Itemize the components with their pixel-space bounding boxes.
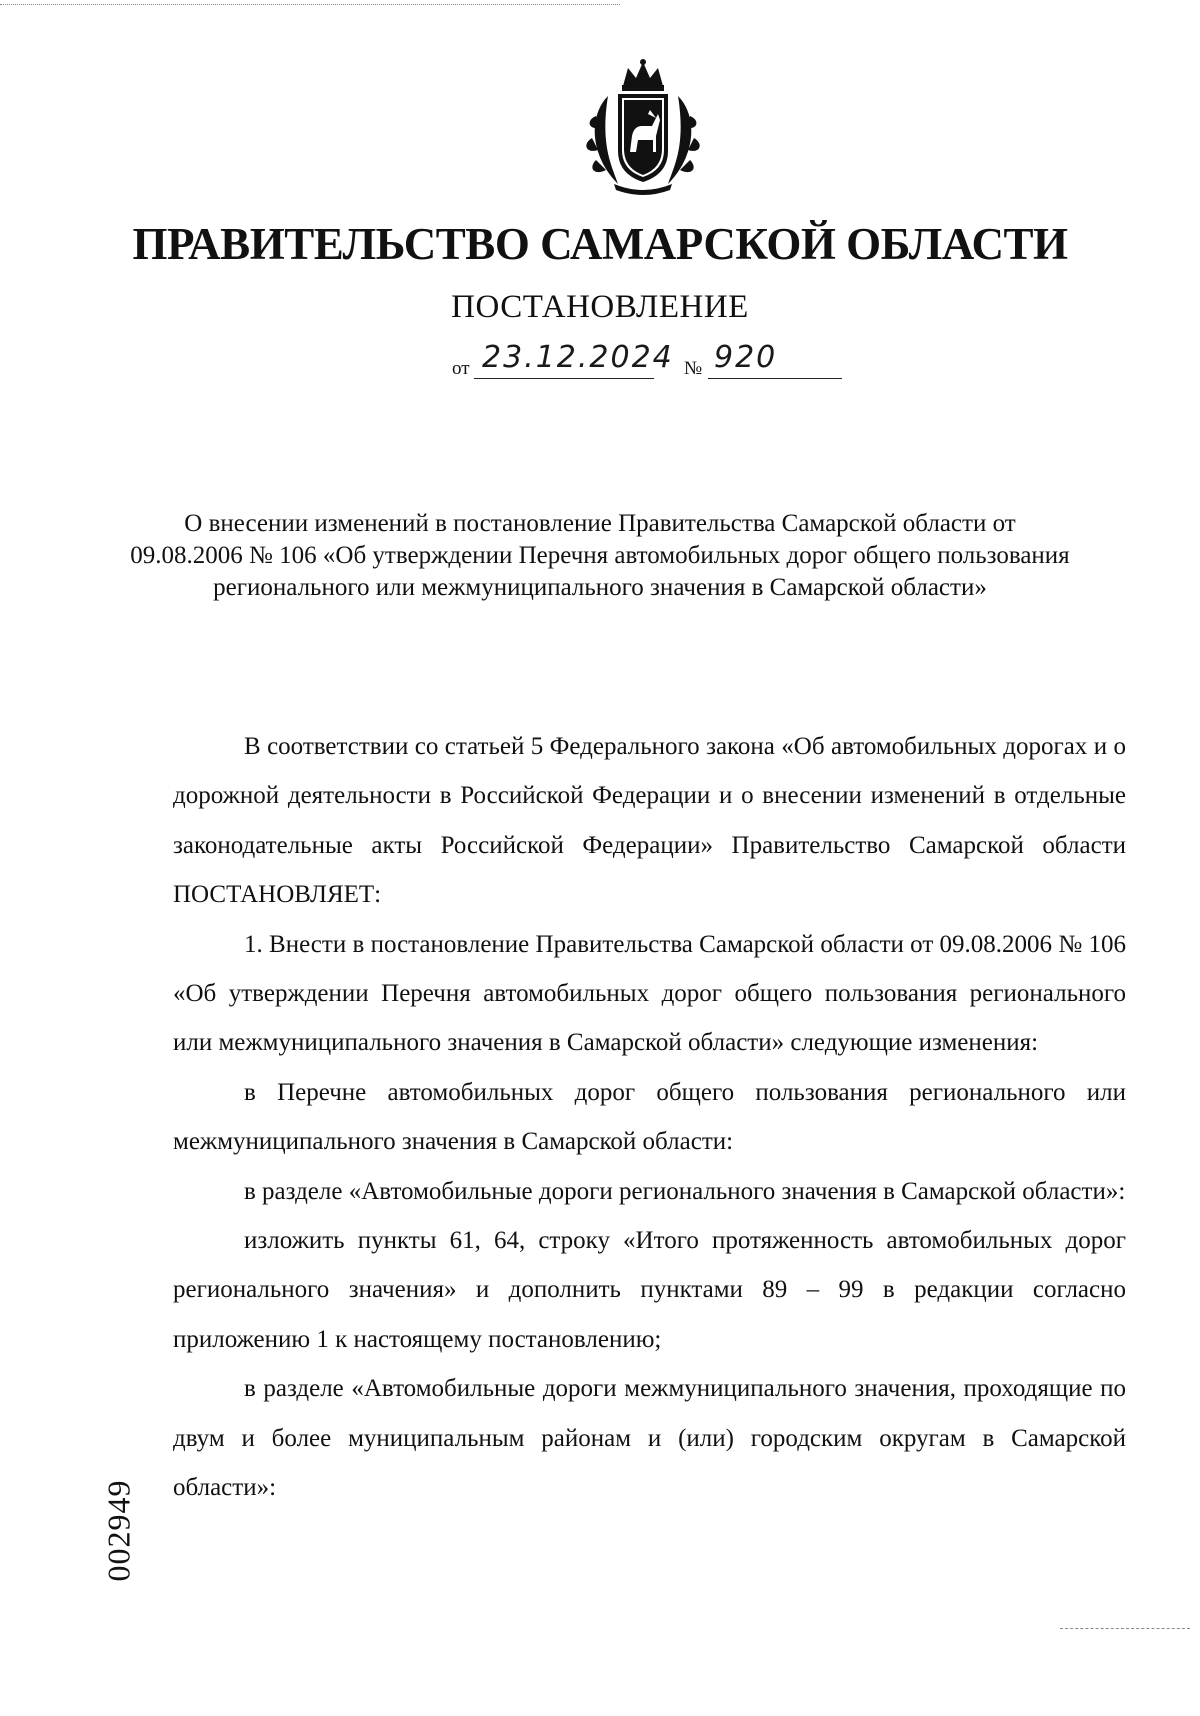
body-paragraph: в разделе «Автомобильные дороги регионального значения в Самарской области»: bbox=[244, 1177, 1126, 1205]
body-paragraph: 1. Внести в постановление Правительства Самарской области от 09.08.2006 № 106 «Об утверждении Перечня автомобильных дорог общего пользования регионального или межмуниципального значения в Самарской области» следующие изменения: bbox=[173, 930, 1126, 1057]
document-dateline bbox=[452, 340, 842, 380]
body-paragraph: в Перечне автомобильных дорог общего пользования регионального или межмуниципального значения в Самарской области: bbox=[173, 1078, 1126, 1156]
body-paragraph: В соответствии со статьей 5 Федерального закона «Об автомобильных дорогах и о дорожной деятельности в Российской Федерации и о внесении изменений в отдельные законодательные акты Российской Федерации» Правительство Самарской области ПОСТАНОВЛЯЕТ: bbox=[173, 733, 1126, 909]
document-type: ПОСТАНОВЛЕНИЕ bbox=[451, 289, 749, 325]
date-underline bbox=[474, 378, 654, 379]
document-number: 920 bbox=[714, 340, 778, 375]
serial-stamp bbox=[88, 1450, 148, 1610]
body-paragraph: в разделе «Автомобильные дороги межмуниципального значения, проходящие по двум и более муниципальным районам и (или) городским округам в Самарской области»: bbox=[173, 1375, 1126, 1502]
organization-name: ПРАВИТЕЛЬСТВО САМАРСКОЙ ОБЛАСТИ bbox=[132, 219, 1068, 269]
number-underline bbox=[708, 378, 842, 379]
number-label: № bbox=[684, 358, 703, 379]
scan-artifact bbox=[0, 4, 620, 5]
document-date: 23.12.2024 bbox=[482, 340, 674, 375]
coat-of-arms-icon bbox=[578, 56, 708, 196]
body-paragraph: изложить пункты 61, 64, строку «Итого протяженность автомобильных дорог регионального значения» и дополнить пунктами 89 – 99 в редакции согласно приложению 1 к настоящему постановлению; bbox=[173, 1227, 1126, 1353]
document-title: О внесении изменений в постановление Правительства Самарской области от 09.08.2006 № 106 «Об утверждении Перечня автомобильных дорог общего пользования регионального или межмуниципального значения в Самарской области» bbox=[130, 510, 1070, 601]
serial-number: 002949 bbox=[100, 1479, 137, 1582]
date-prefix-label: от bbox=[452, 358, 470, 379]
document-body bbox=[173, 722, 1126, 1513]
scan-artifact bbox=[1060, 1628, 1190, 1629]
